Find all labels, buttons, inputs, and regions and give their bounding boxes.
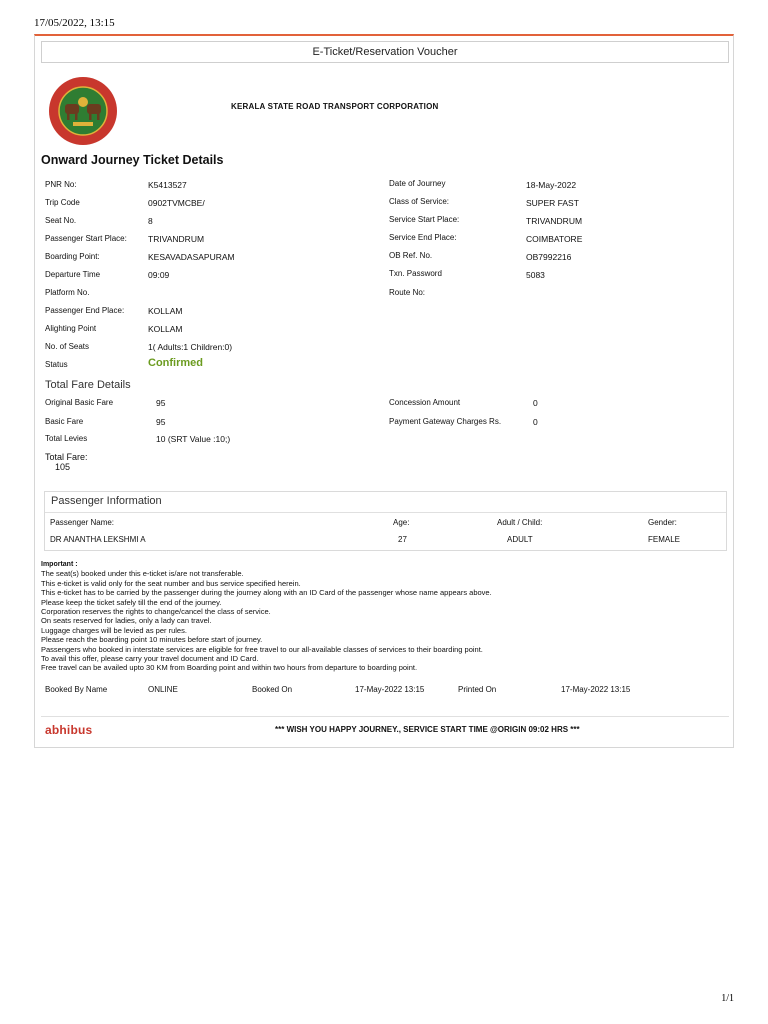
page-number: 1/1 — [721, 993, 734, 1004]
fare-details-title: Total Fare Details — [45, 379, 131, 391]
important-notes — [41, 560, 721, 673]
payment-gateway-label: Payment Gateway Charges Rs. — [389, 417, 502, 426]
corporation-name: KERALA STATE ROAD TRANSPORT CORPORATION — [231, 102, 439, 111]
original-basic-fare-value: 95 — [156, 398, 166, 408]
class-of-service-label: Class of Service: — [389, 197, 450, 206]
important-line: Free travel can be availed upto 30 KM from Boarding point and within two hours from departure to boarding point. — [41, 663, 418, 673]
adult-child-value: ADULT — [507, 535, 533, 544]
passenger-name-header: Passenger Name: — [50, 518, 115, 527]
important-line: To avail this offer, please carry your travel document and ID Card. — [41, 654, 259, 664]
important-line: Corporation reserves the rights to change/cancel the class of service. — [41, 607, 271, 617]
trip-code-value: 0902TVMCBE/ — [148, 198, 205, 208]
ksrtc-logo — [43, 76, 123, 146]
printed-on-label: Printed On — [458, 685, 497, 694]
passenger-end-label: Passenger End Place: — [45, 306, 125, 315]
total-levies-label: Total Levies — [45, 434, 88, 443]
total-fare-value: 105 — [55, 462, 71, 472]
departure-time-label: Departure Time — [45, 270, 101, 279]
passenger-end-value: KOLLAM — [148, 306, 183, 316]
passenger-start-label: Passenger Start Place: — [45, 234, 127, 243]
passenger-info-divider — [45, 512, 726, 513]
platform-no-label: Platform No. — [45, 288, 90, 297]
booked-on-value: 17-May-2022 13:15 — [355, 685, 425, 694]
concession-amount-label: Concession Amount — [389, 398, 461, 407]
no-of-seats-value: 1( Adults:1 Children:0) — [148, 342, 233, 352]
gender-value: FEMALE — [648, 535, 681, 544]
seat-no-value: 8 — [148, 216, 153, 226]
no-of-seats-label: No. of Seats — [45, 342, 90, 351]
important-line: Passengers who booked in interstate services are eligible for free travel to our all-available classes of services to their boarding point. — [41, 644, 483, 654]
important-line: This e-ticket has to be carried by the passenger during the journey along with an ID Card of the passenger whose name appears above. — [41, 588, 492, 598]
total-levies-value: 10 (SRT Value :10;) — [156, 434, 231, 444]
trip-code-label: Trip Code — [45, 198, 80, 207]
printed-on-value: 17-May-2022 13:15 — [561, 685, 631, 694]
pnr-label: PNR No: — [45, 180, 77, 189]
ob-ref-value: OB7992216 — [526, 252, 572, 262]
passenger-information-box — [44, 491, 727, 551]
important-line: Luggage charges will be levied as per rules. — [41, 625, 187, 635]
departure-time-value: 09:09 — [148, 270, 170, 280]
txn-password-value: 5083 — [526, 270, 545, 280]
passenger-name-value: DR ANANTHA LEKSHMI A — [50, 535, 146, 544]
alighting-point-value: KOLLAM — [148, 324, 183, 334]
important-line: On seats reserved for ladies, only a lady can travel. — [41, 616, 212, 626]
boarding-point-label: Boarding Point: — [45, 252, 100, 261]
service-start-label: Service Start Place: — [389, 215, 460, 224]
passenger-start-value: TRIVANDRUM — [148, 234, 205, 244]
seat-no-label: Seat No. — [45, 216, 77, 225]
pnr-value: K5413527 — [148, 180, 187, 190]
print-timestamp: 17/05/2022, 13:15 — [34, 17, 115, 29]
class-of-service-value: SUPER FAST — [526, 198, 579, 208]
status-label: Status — [45, 360, 68, 369]
date-of-journey-value: 18-May-2022 — [526, 180, 577, 190]
booked-by-label: Booked By Name — [45, 685, 108, 694]
booked-on-label: Booked On — [252, 685, 293, 694]
adult-child-header: Adult / Child: — [497, 518, 543, 527]
service-end-value: COIMBATORE — [526, 234, 583, 244]
footer-divider — [41, 716, 729, 717]
date-of-journey-label: Date of Journey — [389, 179, 446, 188]
voucher-title: E-Ticket/Reservation Voucher — [41, 41, 729, 63]
status-value: Confirmed — [148, 357, 203, 369]
ticket-voucher — [34, 34, 734, 748]
original-basic-fare-label: Original Basic Fare — [45, 398, 114, 407]
ob-ref-label: OB Ref. No. — [389, 251, 433, 260]
important-line: Please keep the ticket safely till the end of the journey. — [41, 597, 222, 607]
alighting-point-label: Alighting Point — [45, 324, 97, 333]
important-heading: Important : — [41, 561, 78, 568]
booked-by-value: ONLINE — [148, 685, 178, 694]
section-title: Onward Journey Ticket Details — [41, 153, 224, 167]
age-header: Age: — [393, 518, 410, 527]
important-line: This e-ticket is valid only for the seat number and bus service specified herein. — [41, 578, 301, 588]
concession-amount-value: 0 — [533, 398, 538, 408]
age-value: 27 — [398, 535, 407, 544]
service-start-value: TRIVANDRUM — [526, 216, 583, 226]
boarding-point-value: KESAVADASAPURAM — [148, 252, 235, 262]
abhibus-logo: abhibus — [45, 723, 93, 737]
service-end-label: Service End Place: — [389, 233, 457, 242]
gender-header: Gender: — [648, 518, 677, 527]
important-line: The seat(s) booked under this e-ticket is/are not transferable. — [41, 569, 244, 579]
total-fare-label: Total Fare: — [45, 452, 88, 462]
route-no-label: Route No: — [389, 288, 426, 297]
wish-message: *** WISH YOU HAPPY JOURNEY., SERVICE START TIME @ORIGIN 09:02 HRS *** — [275, 725, 580, 734]
basic-fare-label: Basic Fare — [45, 417, 84, 426]
important-line: Please reach the boarding point 10 minutes before start of journey. — [41, 635, 263, 645]
txn-password-label: Txn. Password — [389, 269, 442, 278]
passenger-info-title: Passenger Information — [51, 495, 162, 507]
payment-gateway-value: 0 — [533, 417, 538, 427]
basic-fare-value: 95 — [156, 417, 166, 427]
